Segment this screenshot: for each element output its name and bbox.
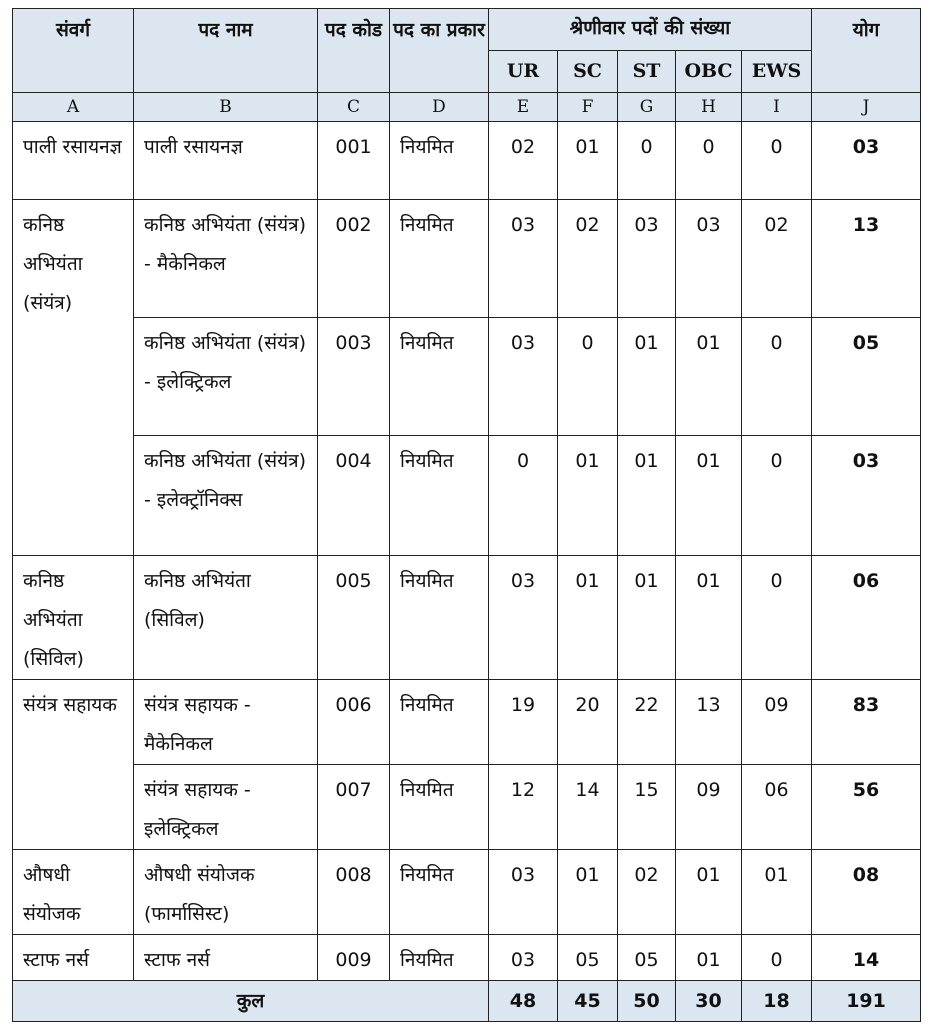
grand-total: 191: [812, 981, 921, 1022]
table-row: [13, 680, 921, 765]
st-cell: 02: [618, 850, 676, 935]
obc-cell: 13: [676, 680, 742, 765]
post-name-cell: स्टाफ नर्स: [134, 935, 318, 981]
header-ews: EWS: [742, 51, 812, 93]
header-post-code: पद कोड: [318, 9, 390, 93]
total-sc: 45: [558, 981, 618, 1022]
ur-cell: 19: [489, 680, 558, 765]
sc-cell: 01: [558, 436, 618, 556]
total-cell: 03: [812, 436, 921, 556]
letter-c: C: [318, 93, 390, 122]
obc-cell: 01: [676, 318, 742, 436]
st-cell: 22: [618, 680, 676, 765]
post-name-cell: संयंत्र सहायक - इलेक्ट्रिकल: [134, 765, 318, 850]
post-code-cell: 006: [318, 680, 390, 765]
obc-cell: 01: [676, 436, 742, 556]
post-code-cell: 005: [318, 556, 390, 680]
vacancy-table: [12, 8, 921, 1022]
obc-cell: 01: [676, 850, 742, 935]
sc-cell: 01: [558, 556, 618, 680]
total-obc: 30: [676, 981, 742, 1022]
obc-cell: 09: [676, 765, 742, 850]
header-post-name: पद नाम: [134, 9, 318, 93]
header-ur: UR: [489, 51, 558, 93]
cadre-cell: संयंत्र सहायक: [13, 680, 134, 850]
letter-e: E: [489, 93, 558, 122]
header-cadre: संवर्ग: [13, 9, 134, 93]
post-type-cell: नियमित: [390, 122, 489, 200]
post-type-cell: नियमित: [390, 556, 489, 680]
obc-cell: 01: [676, 556, 742, 680]
post-type-cell: नियमित: [390, 436, 489, 556]
ews-cell: 06: [742, 765, 812, 850]
st-cell: 0: [618, 122, 676, 200]
total-cell: 06: [812, 556, 921, 680]
table-row: [13, 556, 921, 680]
total-cell: 05: [812, 318, 921, 436]
post-code-cell: 008: [318, 850, 390, 935]
st-cell: 15: [618, 765, 676, 850]
post-code-cell: 007: [318, 765, 390, 850]
table-row: [13, 318, 921, 436]
st-cell: 01: [618, 556, 676, 680]
post-name-cell: कनिष्ठ अभियंता (संयंत्र) - इलेक्ट्रॉनिक्स: [134, 436, 318, 556]
total-label: कुल: [13, 981, 489, 1022]
total-cell: 83: [812, 680, 921, 765]
table-row: [13, 200, 921, 318]
letter-h: H: [676, 93, 742, 122]
obc-cell: 0: [676, 122, 742, 200]
total-st: 50: [618, 981, 676, 1022]
ur-cell: 02: [489, 122, 558, 200]
obc-cell: 03: [676, 200, 742, 318]
post-name-cell: कनिष्ठ अभियंता (सिविल): [134, 556, 318, 680]
header-category-group: श्रेणीवार पदों की संख्या: [489, 9, 812, 51]
ews-cell: 0: [742, 935, 812, 981]
sc-cell: 01: [558, 122, 618, 200]
letter-f: F: [558, 93, 618, 122]
cadre-cell: औषधी संयोजक: [13, 850, 134, 935]
post-name-cell: पाली रसायनज्ञ: [134, 122, 318, 200]
header-obc: OBC: [676, 51, 742, 93]
table-row: [13, 436, 921, 556]
post-name-cell: संयंत्र सहायक - मैकेनिकल: [134, 680, 318, 765]
total-ews: 18: [742, 981, 812, 1022]
header-st: ST: [618, 51, 676, 93]
post-code-cell: 001: [318, 122, 390, 200]
ur-cell: 03: [489, 200, 558, 318]
ur-cell: 03: [489, 850, 558, 935]
cadre-cell: कनिष्ठ अभियंता (सिविल): [13, 556, 134, 680]
cadre-cell: पाली रसायनज्ञ: [13, 122, 134, 200]
post-type-cell: नियमित: [390, 680, 489, 765]
ur-cell: 12: [489, 765, 558, 850]
header-total: योग: [812, 9, 921, 93]
letter-d: D: [390, 93, 489, 122]
post-type-cell: नियमित: [390, 200, 489, 318]
ews-cell: 0: [742, 436, 812, 556]
header-sc: SC: [558, 51, 618, 93]
ur-cell: 0: [489, 436, 558, 556]
header-post-type: पद का प्रकार: [390, 9, 489, 93]
post-code-cell: 009: [318, 935, 390, 981]
sc-cell: 0: [558, 318, 618, 436]
total-ur: 48: [489, 981, 558, 1022]
st-cell: 05: [618, 935, 676, 981]
sc-cell: 20: [558, 680, 618, 765]
total-row: [13, 981, 921, 1022]
ur-cell: 03: [489, 556, 558, 680]
total-cell: 56: [812, 765, 921, 850]
ews-cell: 0: [742, 122, 812, 200]
ews-cell: 02: [742, 200, 812, 318]
ews-cell: 01: [742, 850, 812, 935]
st-cell: 01: [618, 436, 676, 556]
ews-cell: 09: [742, 680, 812, 765]
letter-b: B: [134, 93, 318, 122]
ur-cell: 03: [489, 935, 558, 981]
total-cell: 08: [812, 850, 921, 935]
post-code-cell: 004: [318, 436, 390, 556]
post-type-cell: नियमित: [390, 850, 489, 935]
ews-cell: 0: [742, 318, 812, 436]
total-cell: 13: [812, 200, 921, 318]
post-type-cell: नियमित: [390, 318, 489, 436]
ews-cell: 0: [742, 556, 812, 680]
table-row: [13, 935, 921, 981]
total-cell: 14: [812, 935, 921, 981]
table-row: [13, 850, 921, 935]
table-row: [13, 765, 921, 850]
letter-a: A: [13, 93, 134, 122]
sc-cell: 14: [558, 765, 618, 850]
obc-cell: 01: [676, 935, 742, 981]
post-name-cell: कनिष्ठ अभियंता (संयंत्र) - मैकेनिकल: [134, 200, 318, 318]
ur-cell: 03: [489, 318, 558, 436]
sc-cell: 02: [558, 200, 618, 318]
post-name-cell: कनिष्ठ अभियंता (संयंत्र) - इलेक्ट्रिकल: [134, 318, 318, 436]
letter-i: I: [742, 93, 812, 122]
table-row: [13, 122, 921, 200]
cadre-cell: कनिष्ठ अभियंता (संयंत्र): [13, 200, 134, 556]
letter-g: G: [618, 93, 676, 122]
post-code-cell: 003: [318, 318, 390, 436]
st-cell: 01: [618, 318, 676, 436]
cadre-cell: स्टाफ नर्स: [13, 935, 134, 981]
total-cell: 03: [812, 122, 921, 200]
sc-cell: 01: [558, 850, 618, 935]
st-cell: 03: [618, 200, 676, 318]
letter-j: J: [812, 93, 921, 122]
post-name-cell: औषधी संयोजक (फार्मासिस्ट): [134, 850, 318, 935]
post-type-cell: नियमित: [390, 765, 489, 850]
post-code-cell: 002: [318, 200, 390, 318]
post-type-cell: नियमित: [390, 935, 489, 981]
sc-cell: 05: [558, 935, 618, 981]
